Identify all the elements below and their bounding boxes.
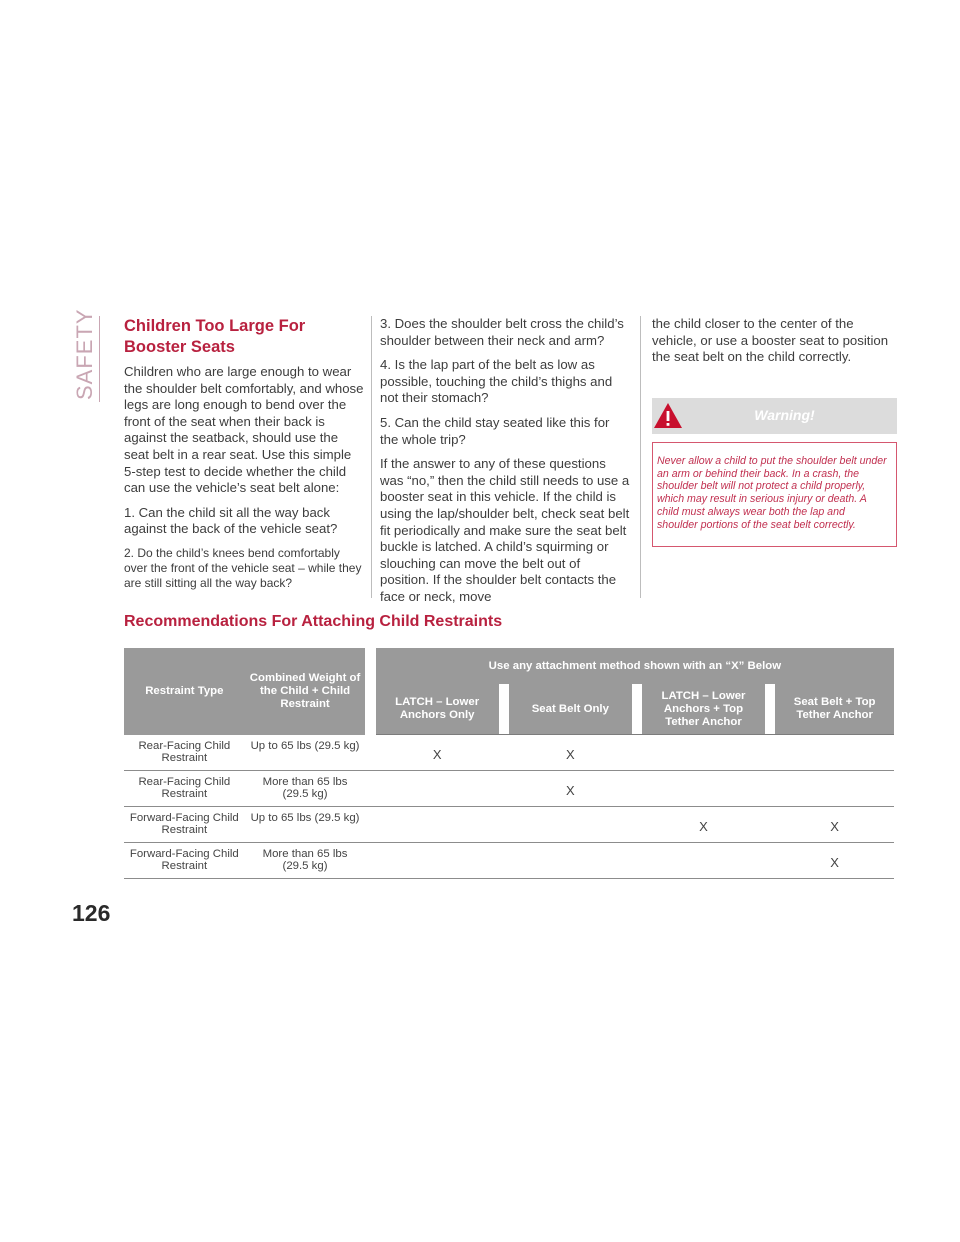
cell-gap <box>365 770 375 806</box>
step-5: 5. Can the child stay seated like this for the whole trip? <box>380 414 610 447</box>
step-1: 1. Can the child sit all the way back against the back of the vehicle seat? <box>124 504 338 537</box>
cell-seat-belt-only <box>509 842 632 878</box>
cell-seat-belt-top <box>775 770 894 806</box>
cell-gap <box>365 735 375 771</box>
header-latch-top: LATCH – Lower Anchors + Top Tether Anchor <box>642 684 765 735</box>
cell-restraint-type: Rear-Facing Child Restraint <box>124 770 245 806</box>
cell-gap <box>365 806 375 842</box>
cell-gap <box>765 735 775 771</box>
warning-triangle-icon <box>652 401 684 431</box>
table-row <box>124 735 894 771</box>
header-gap <box>365 648 375 735</box>
cell-gap <box>765 842 775 878</box>
cell-gap <box>632 735 642 771</box>
cell-latch-top <box>642 735 765 771</box>
cell-restraint-type: Forward-Facing Child Restraint <box>124 806 245 842</box>
cell-seat-belt-only: X <box>509 735 632 771</box>
cell-restraint-type: Forward-Facing Child Restraint <box>124 842 245 878</box>
section-heading: Children Too Large For Booster Seats <box>124 317 306 356</box>
header-methods-group: Use any attachment method shown with an “X” Below <box>376 648 894 684</box>
cell-latch-lower: X <box>376 735 499 771</box>
header-gap <box>632 684 642 735</box>
header-latch-lower: LATCH – Lower Anchors Only <box>376 684 499 735</box>
table-row <box>124 770 894 806</box>
conclusion-part-1: If the answer to any of these questions was “no,” then the child still needs to use a booster seat in this vehicle. If the child is using the lap/shoulder belt, check seat belt fit periodically and make sure the seat belt buckle is latched. A child’s squirming or slouching can move the belt out of position. If the shoulder belt contacts the face or neck, move <box>380 456 630 604</box>
step-2: 2. Do the child’s knees bend comfortably over the front of the vehicle seat – while they are still sitting all the way back? <box>124 545 362 590</box>
cell-seat-belt-top: X <box>775 842 894 878</box>
cell-gap <box>632 806 642 842</box>
warning-text: Never allow a child to put the shoulder belt under an arm or behind their back. In a crash, the shoulder belt will not protect a child properly, which may result in serious injury or death. A child must always wear both the lap and shoulder portions of the seat belt correctly. <box>657 454 887 531</box>
text-column-2 <box>380 316 630 614</box>
cell-seat-belt-top: X <box>775 806 894 842</box>
warning-box <box>652 442 897 547</box>
cell-seat-belt-top <box>775 735 894 771</box>
text-column-1 <box>124 316 364 599</box>
table-title: Recommendations For Attaching Child Restraints <box>124 613 503 630</box>
cell-weight: More than 65 lbs (29.5 kg) <box>245 770 366 806</box>
cell-latch-lower <box>376 770 499 806</box>
warning-title: Warning! <box>754 407 815 424</box>
cell-latch-lower <box>376 842 499 878</box>
cell-weight: Up to 65 lbs (29.5 kg) <box>245 806 366 842</box>
header-restraint-type: Restraint Type <box>124 648 245 735</box>
cell-gap <box>365 842 375 878</box>
cell-gap <box>499 806 509 842</box>
header-seat-belt-top: Seat Belt + Top Tether Anchor <box>775 684 894 735</box>
text-column-3 <box>652 316 897 547</box>
intro-paragraph: Children who are large enough to wear the shoulder belt comfortably, and whose legs are long enough to bend over the front of the seat when their back is against the seatback, should use the seat belt in a rear seat. Use this simple 5-step test to decide whether the child can use the vehicle’s seat belt alone: <box>124 364 364 496</box>
cell-gap <box>499 842 509 878</box>
column-divider <box>371 316 372 598</box>
table-row <box>124 806 894 842</box>
cell-latch-top <box>642 770 765 806</box>
cell-gap <box>632 770 642 806</box>
child-restraint-table <box>124 648 894 879</box>
cell-seat-belt-only <box>509 806 632 842</box>
column-divider <box>640 316 641 598</box>
cell-weight: More than 65 lbs (29.5 kg) <box>245 842 366 878</box>
header-gap <box>499 684 509 735</box>
cell-gap <box>499 770 509 806</box>
cell-gap <box>499 735 509 771</box>
cell-latch-top <box>642 842 765 878</box>
header-combined-weight: Combined Weight of the Child + Child Restraint <box>245 648 366 735</box>
section-label: SAFETY <box>72 308 97 400</box>
cell-restraint-type: Rear-Facing Child Restraint <box>124 735 245 771</box>
cell-gap <box>632 842 642 878</box>
header-seat-belt-only: Seat Belt Only <box>509 684 632 735</box>
section-divider <box>99 316 100 402</box>
cell-gap <box>765 806 775 842</box>
warning-header <box>652 398 897 434</box>
header-gap <box>765 684 775 735</box>
conclusion-part-2: the child closer to the center of the vehicle, or use a booster seat to position the seat belt on the child correctly. <box>652 316 889 365</box>
step-3: 3. Does the shoulder belt cross the child’s shoulder between their neck and arm? <box>380 316 624 348</box>
page-number: 126 <box>72 900 111 926</box>
cell-latch-lower <box>376 806 499 842</box>
cell-weight: Up to 65 lbs (29.5 kg) <box>245 735 366 771</box>
step-4: 4. Is the lap part of the belt as low as possible, touching the child’s thighs and not their stomach? <box>380 357 613 406</box>
cell-seat-belt-only: X <box>509 770 632 806</box>
table-row <box>124 842 894 878</box>
section-side-tab <box>72 308 98 400</box>
cell-latch-top: X <box>642 806 765 842</box>
cell-gap <box>765 770 775 806</box>
